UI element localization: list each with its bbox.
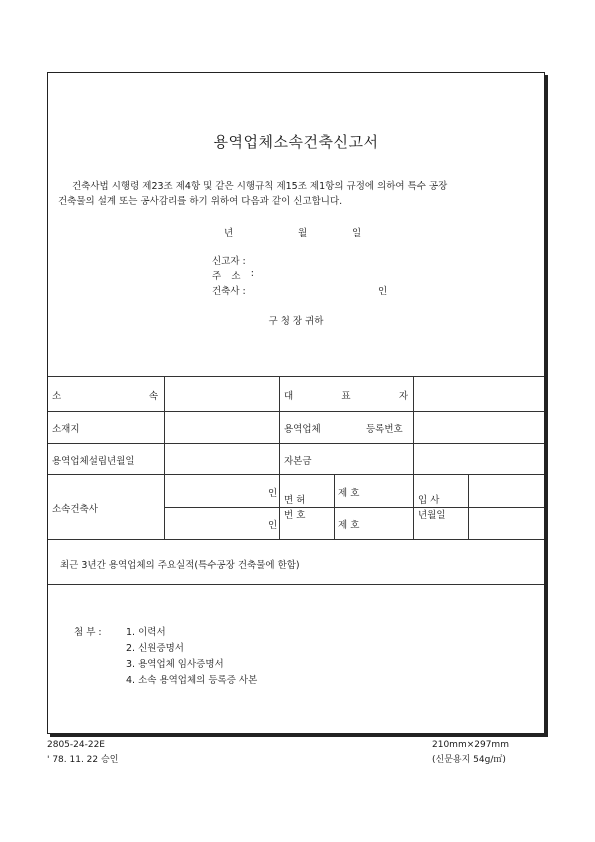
paper-type: (신문용지 54g/㎡) (432, 755, 506, 765)
footer-left (47, 738, 118, 768)
attachment-item: 1. 이력서 (126, 627, 166, 638)
paper-size: 210mm×297mm (432, 740, 509, 750)
number-label-1: 제 호 (338, 488, 360, 499)
table-line (48, 584, 544, 585)
table-line (48, 474, 544, 475)
attachments-label: 첨 부 : (74, 627, 102, 638)
date-year-label: 년 (224, 228, 234, 239)
seal-mark: 인 (378, 286, 388, 297)
attachment-item: 2. 신원증명서 (126, 643, 184, 654)
seal-mark-1: 인 (268, 488, 278, 499)
performance-label: 최근 3년간 용역업체의 주요실적(특수공장 건축물에 한함) (60, 560, 300, 571)
intro-text (58, 179, 536, 209)
attachment-item: 3. 용역업체 임사증명서 (126, 659, 224, 670)
seal-mark-2: 인 (268, 520, 278, 531)
company-reg-label-b: 등록번호 (366, 424, 403, 435)
footer-right (432, 738, 509, 768)
form-number: 2805-24-22E (47, 740, 105, 750)
table-col-line (468, 474, 469, 539)
intro-line-1: 건축사법 시행령 제23조 제4항 및 같은 시행규칙 제15조 제1항의 규정에 의하여 특수 공장 (72, 181, 448, 192)
established-label: 용역업체설립년월일 (52, 456, 135, 467)
table-col-line (279, 376, 280, 539)
attachment-item: 4. 소속 용역업체의 등록증 사본 (126, 675, 258, 686)
date-day-label: 일 (352, 228, 362, 239)
architect-label: 건축사 : (212, 286, 246, 297)
table-line (48, 443, 544, 444)
reporter-label: 신고자 : (212, 256, 246, 267)
approval-date: ' 78. 11. 22 승인 (47, 755, 119, 765)
capital-label: 자본금 (284, 456, 312, 467)
representative-label: 대 표 자 (284, 391, 408, 402)
address-label: 주 소 : (212, 268, 254, 282)
form-frame (47, 72, 545, 734)
employment-label-a: 입 사 (418, 495, 440, 506)
addressee: 구 청 장 귀하 (268, 316, 324, 327)
table-col-line (164, 376, 165, 539)
attachment-list (126, 625, 257, 689)
affiliation-label: 소 속 (52, 391, 158, 402)
table-line (48, 376, 544, 377)
table-line-inner (164, 507, 544, 508)
table-col-line (413, 376, 414, 539)
number-label-2: 제 호 (338, 520, 360, 531)
location-label: 소재지 (52, 424, 80, 435)
license-label-b: 번 호 (284, 510, 306, 521)
table-col-line (334, 474, 335, 539)
employment-label-b: 년월일 (418, 510, 446, 521)
license-label-a: 면 허 (284, 495, 306, 506)
intro-line-2: 건축물의 설계 또는 공사감리를 하기 위하여 다음과 같이 신고합니다. (58, 196, 343, 207)
date-month-label: 월 (298, 228, 308, 239)
architects-label: 소속건축사 (52, 504, 98, 515)
table-line (48, 411, 544, 412)
form-title: 용역업체소속건축신고서 (213, 133, 379, 151)
table-line (48, 539, 544, 540)
company-reg-label-a: 용역업체 (284, 424, 321, 435)
